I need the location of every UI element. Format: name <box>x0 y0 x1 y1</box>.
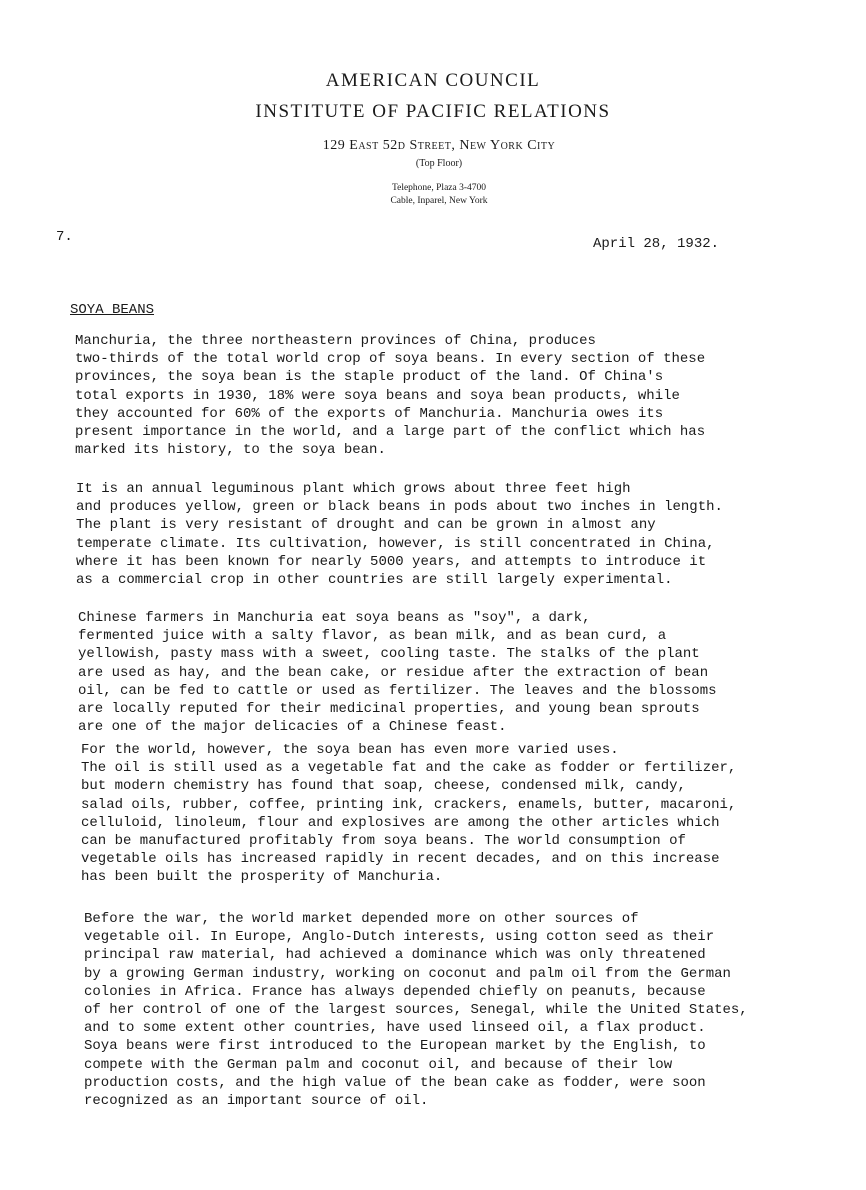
text-line: vegetable oil. In Europe, Anglo-Dutch interests, using cotton seed as their <box>84 929 715 946</box>
text-line: present importance in the world, and a large part of the conflict which has <box>75 424 706 441</box>
text-line: yellowish, pasty mass with a sweet, cooling taste. The stalks of the plant <box>78 646 700 663</box>
letterhead-org-line2: INSTITUTE OF PACIFIC RELATIONS <box>255 101 611 122</box>
text-line: recognized as an important source of oil. <box>84 1093 429 1110</box>
text-line: It is an annual leguminous plant which grows about three feet high <box>76 481 631 497</box>
text-line: The oil is still used as a vegetable fat and the cake as fodder or fertilizer, <box>81 760 737 777</box>
text-line: and to some extent other countries, have used linseed oil, a flax product. <box>84 1020 706 1037</box>
text-line: and produces yellow, green or black beans in pods about two inches in length. <box>76 499 723 516</box>
text-line: Chinese farmers in Manchuria eat soya beans as "soy", a dark, <box>78 610 591 626</box>
paragraph <box>75 332 705 459</box>
letter-date: April 28, 1932. <box>593 236 720 252</box>
text-line: colonies in Africa. France has always depended chiefly on peanuts, because <box>84 983 706 1000</box>
text-line: oil, can be fed to cattle or used as fertilizer. The leaves and the blossoms <box>78 682 717 699</box>
letterhead-org-line1: AMERICAN COUNCIL <box>325 70 541 91</box>
text-line: by a growing German industry, working on coconut and palm oil from the German <box>84 965 731 982</box>
text-line: salad oils, rubber, coffee, printing ink, crackers, enamels, butter, macaroni, <box>81 796 737 813</box>
paragraph <box>84 910 748 1110</box>
text-line: are used as hay, and the bean cake, or residue after the extraction of bean <box>78 664 709 681</box>
text-line: Manchuria, the three northeastern provinces of China, produces <box>75 333 596 349</box>
section-heading: SOYA BEANS <box>70 302 155 318</box>
letterhead-cable: Cable, Inparel, New York <box>390 196 488 206</box>
text-line: marked its history, to the soya bean. <box>75 442 386 459</box>
paragraph <box>78 609 717 736</box>
page-number: 7. <box>56 229 73 245</box>
letterhead-floor: (Top Floor) <box>415 158 463 169</box>
letterhead-address: 129 East 52d Street, New York City <box>322 138 556 153</box>
text-line: provinces, the soya bean is the staple product of the land. Of China's <box>75 369 664 386</box>
text-line: two-thirds of the total world crop of soya beans. In every section of these <box>75 351 706 368</box>
text-line: fermented juice with a salty flavor, as bean milk, and as bean curd, a <box>78 628 667 645</box>
text-line: can be manufactured profitably from soya beans. The world consumption of <box>81 833 686 850</box>
text-line: of her control of one of the largest sources, Senegal, while the United States, <box>84 1002 748 1019</box>
text-line: compete with the German palm and coconut oil, and because of their low <box>84 1056 673 1073</box>
text-line: Before the war, the world market depended more on other sources of <box>84 911 639 927</box>
text-line: as a commercial crop in other countries are still largely experimental. <box>76 572 673 589</box>
text-line: they accounted for 60% of the exports of Manchuria. Manchuria owes its <box>75 405 664 422</box>
text-line: For the world, however, the soya bean has even more varied uses. <box>81 742 619 758</box>
text-line: The plant is very resistant of drought and can be grown in almost any <box>76 517 656 534</box>
text-line: Soya beans were first introduced to the European market by the English, to <box>84 1038 706 1055</box>
text-line: where it has been known for nearly 5000 years, and attempts to introduce it <box>76 553 707 570</box>
text-line: total exports in 1930, 18% were soya beans and soya bean products, while <box>75 387 680 404</box>
letterhead-telephone: Telephone, Plaza 3-4700 <box>391 183 487 193</box>
text-line: are locally reputed for their medicinal properties, and young bean sprouts <box>78 701 700 718</box>
paragraph <box>81 741 736 887</box>
text-line: celluloid, linoleum, flour and explosives are among the other articles which <box>81 814 720 831</box>
paragraph <box>76 480 723 589</box>
text-line: but modern chemistry has found that soap, cheese, condensed milk, candy, <box>81 778 686 795</box>
text-line: are one of the major delicacies of a Chinese feast. <box>78 719 507 736</box>
text-line: has been built the prosperity of Manchuria. <box>81 869 443 886</box>
text-line: principal raw material, had achieved a dominance which was only threatened <box>84 947 706 964</box>
text-line: temperate climate. Its cultivation, however, is still concentrated in China, <box>76 535 715 552</box>
text-line: vegetable oils has increased rapidly in recent decades, and on this increase <box>81 851 720 868</box>
text-line: production costs, and the high value of the bean cake as fodder, were soon <box>84 1074 706 1091</box>
